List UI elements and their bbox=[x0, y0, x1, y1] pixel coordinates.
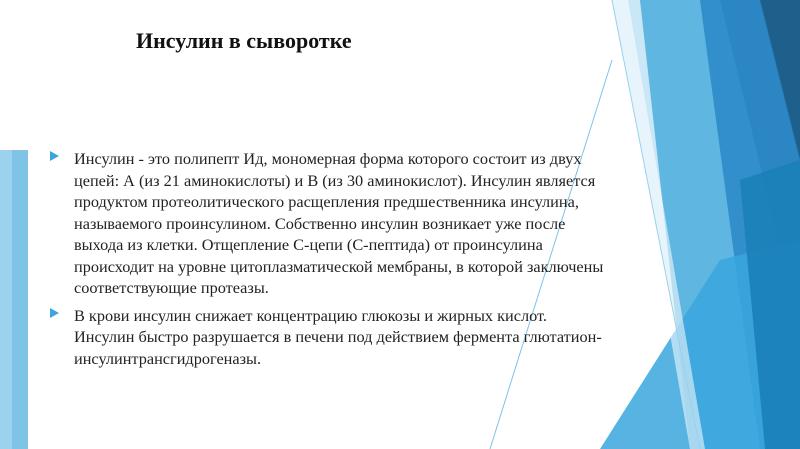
slide-title: Инсулин в сыворотке bbox=[136, 28, 352, 53]
bullet-text: Инсулин - это полипепт Ид, мономерная форма которого состоит из двух цепей: А (из 21 аминокислоты) и В (из 30 аминокислот). Инсулин является продуктом протеолитического расщепления предшественника инсулина, называемого проинсулином. Собственно инсулин возникает уже после выхода из клетки. Отщепление С-цепи (С-пептида) от проинсулина происходит на уровне цитоплазматической мембраны, в которой заключены соответствующие протеазы. bbox=[74, 149, 604, 297]
left-edge-highlight bbox=[0, 150, 12, 449]
bullet-text: В крови инсулин снижает концентрацию глюкозы и жирных кислот. Инсулин быстро разрушается в печени под действием фермента глютатион-инсулинтрансгидрогеназы. bbox=[74, 305, 602, 368]
triangle-bullet-icon bbox=[50, 308, 59, 318]
bullet-list bbox=[50, 148, 610, 375]
triangle-bullet-icon bbox=[50, 151, 59, 161]
bullet-item bbox=[50, 148, 610, 299]
bullet-item bbox=[50, 305, 610, 370]
